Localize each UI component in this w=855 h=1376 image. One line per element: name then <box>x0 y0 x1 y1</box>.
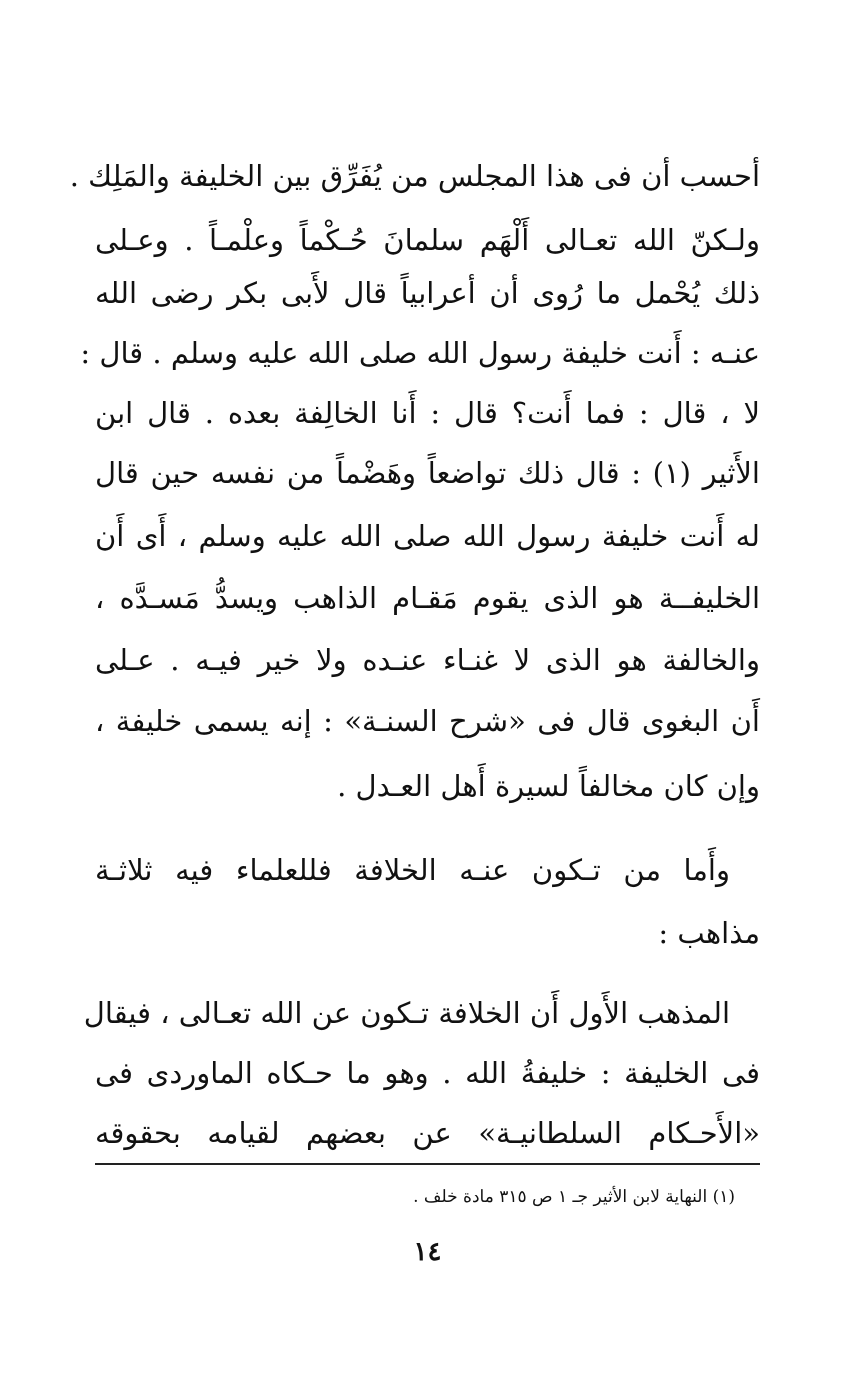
text-line-8: الخليفــة هو الذى يقوم مَقـام الذاهب ويسدُّ مَسـدَّه ، <box>95 581 760 615</box>
text-line-14: المذهب الأَول أَن الخلافة تـكون عن الله تعـالى ، فيقال <box>83 996 730 1030</box>
text-line-2: ولـكنّ الله تعـالى أَلْهَم سلمانَ حُـكْماً وعلْمـاً . وعـلى <box>95 223 760 257</box>
text-line-15: فى الخليفة : خليفةُ الله . وهو ما حـكاه الماوردى فى <box>95 1056 760 1090</box>
text-line-10: أَن البغوى قال فى «شرح السنـة» : إنه يسمى خليفة ، <box>95 704 760 738</box>
text-line-13: مذاهب : <box>658 916 760 950</box>
text-line-12: وأَما من تـكون عنـه الخلافة فللعلماء فيه ثلاثـة <box>95 853 730 887</box>
text-line-16: «الأَحـكام السلطانيـة» عن بعضهم لقيامه بحقوقه <box>95 1116 760 1150</box>
footnote: (١) النهاية لابن الأثير جـ ١ ص ٣١٥ مادة خلف . <box>413 1187 735 1207</box>
text-line-6: الأَثير (١) : قال ذلك تواضعاً وهَضْماً من نفسه حين قال <box>95 456 760 490</box>
page-number: ١٤ <box>413 1237 442 1267</box>
text-line-9: والخالفة هو الذى لا غنـاء عنـده ولا خير فيـه . عـلى <box>95 643 760 677</box>
footnote-divider <box>95 1163 760 1165</box>
text-line-7: له أَنت خليفة رسول الله صلى الله عليه وسلم ، أَى أَن <box>95 519 760 553</box>
text-line-5: لا ، قال : فما أَنت؟ قال : أَنا الخالِفة بعده . قال ابن <box>95 396 760 430</box>
text-line-11: وإن كان مخالفاً لسيرة أَهل العـدل . <box>337 769 760 803</box>
text-line-3: ذلك يُحْمل ما رُوى أن أعرابياً قال لأَبى بكر رضى الله <box>95 276 760 310</box>
text-line-4: عنـه : أَنت خليفة رسول الله صلى الله عليه وسلم . قال : <box>80 336 760 370</box>
text-line-1: أحسب أن فى هذا المجلس من يُفَرِّق بين الخليفة والمَلِك . <box>69 159 760 193</box>
